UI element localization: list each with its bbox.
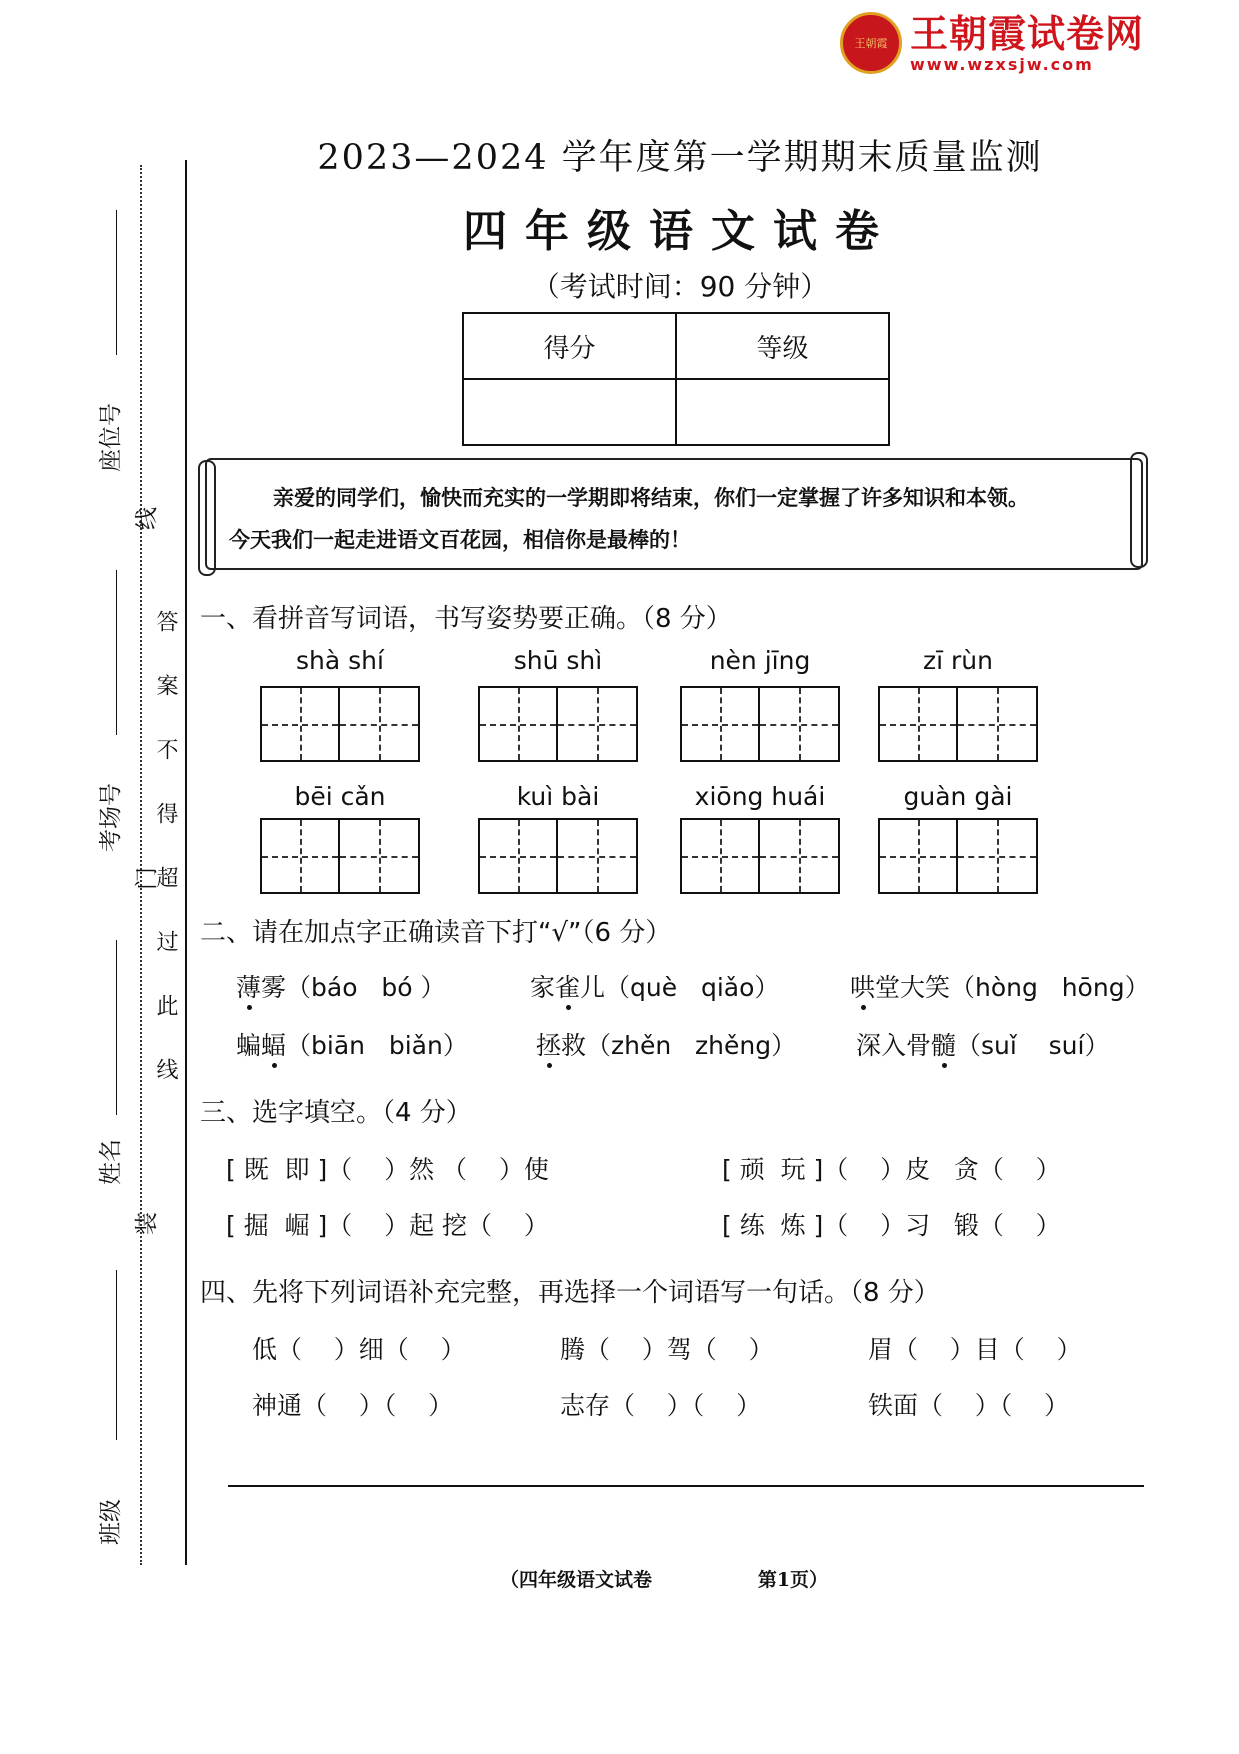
pinyin-8: guàn gài xyxy=(903,782,1013,811)
score-table xyxy=(462,312,890,446)
writing-grid-8[interactable] xyxy=(878,818,1038,894)
q3-row1-left[interactable]: [ 既 即 ]（ ）然 （ ）使 xyxy=(226,1155,549,1184)
grade-input-cell[interactable] xyxy=(676,379,889,445)
sentence-answer-line[interactable] xyxy=(228,1485,1144,1487)
q4-row1-item3[interactable]: 眉（ ）目（ ） xyxy=(868,1335,1082,1364)
banner-line-2: 今天我们一起走进语文百花园，相信你是最棒的！ xyxy=(229,527,691,552)
writing-grid-6[interactable] xyxy=(478,818,638,894)
name-label: 姓名 xyxy=(98,1139,124,1185)
binding-char-line: 线 xyxy=(134,507,160,530)
q2-item-5[interactable]: 拯救（zhěn zhěng） xyxy=(536,1031,797,1060)
q4-row2-item2[interactable]: 志存（ ）（ ） xyxy=(560,1391,762,1420)
class-blank-line xyxy=(116,1270,117,1440)
exam-subject: 四年级语文试卷 xyxy=(463,206,897,257)
room-blank-line xyxy=(116,570,117,735)
page-footer: （四年级语文试卷 第1页） xyxy=(500,1569,829,1591)
binding-char-pack: 装 xyxy=(134,1212,160,1235)
pinyin-4: zī rùn xyxy=(923,646,993,675)
greeting-banner xyxy=(205,458,1143,570)
q2-item-1[interactable]: 薄雾（báo bó ） xyxy=(236,973,446,1002)
margin-border-line xyxy=(185,160,187,1565)
q4-row2-item1[interactable]: 神通（ ）（ ） xyxy=(252,1391,454,1420)
logo-url: www.wzxsjw.com xyxy=(910,54,1094,74)
q2-item-4[interactable]: 蝙蝠（biān biǎn） xyxy=(236,1031,468,1060)
q3-title: 三、选字填空。（4 分） xyxy=(200,1098,472,1128)
pinyin-3: nèn jīng xyxy=(709,646,811,675)
class-label: 班级 xyxy=(98,1499,124,1545)
q2-title: 二、请在加点字正确读音下打“√”（6 分） xyxy=(200,918,672,948)
q4-row1-item2[interactable]: 腾（ ）驾（ ） xyxy=(560,1335,774,1364)
pinyin-7: xiōng huái xyxy=(694,782,826,811)
writing-grid-4[interactable] xyxy=(878,686,1038,762)
pinyin-1: shà shí xyxy=(296,646,384,675)
q2-item-2[interactable]: 家雀儿（què qiǎo） xyxy=(530,973,780,1002)
writing-grid-7[interactable] xyxy=(680,818,840,894)
writing-grid-2[interactable] xyxy=(478,686,638,762)
q4-title: 四、先将下列词语补充完整，再选择一个词语写一句话。（8 分） xyxy=(200,1278,940,1308)
q1-title: 一、看拼音写词语，书写姿势要正确。（8 分） xyxy=(200,604,732,634)
room-label: 考场号 xyxy=(98,783,124,852)
dotted-cut-line xyxy=(140,165,142,1565)
writing-grid-3[interactable] xyxy=(680,686,840,762)
banner-line-1: 亲爱的同学们，愉快而充实的一学期即将结束，你们一定掌握了许多知识和本领。 xyxy=(273,485,1029,510)
exam-title: 2023—2024 学年度第一学期期末质量监测 xyxy=(317,138,1043,178)
binding-warning: 答案不得超过此线 xyxy=(153,610,178,1122)
logo-brand: 王朝霞试卷网 xyxy=(910,11,1145,56)
pinyin-2: shū shì xyxy=(513,646,603,675)
pinyin-6: kuì bài xyxy=(516,782,600,811)
score-input-cell[interactable] xyxy=(463,379,676,445)
q3-row2-left[interactable]: [ 掘 崛 ]（ ）起 挖（ ） xyxy=(226,1211,549,1240)
q3-row1-right[interactable]: [ 顽 玩 ]（ ）皮 贪（ ） xyxy=(722,1155,1061,1184)
binding-char-door: 门 xyxy=(134,867,160,890)
q4-row2-item3[interactable]: 铁面（ ）（ ） xyxy=(868,1391,1070,1420)
name-blank-line xyxy=(116,940,117,1115)
site-logo xyxy=(840,10,1180,76)
seat-label: 座位号 xyxy=(98,403,124,472)
grade-header: 等级 xyxy=(676,313,889,379)
pinyin-5: bēi cǎn xyxy=(294,782,386,811)
writing-grid-1[interactable] xyxy=(260,686,420,762)
seal-icon: 王朝霞 xyxy=(840,12,902,74)
q2-item-3[interactable]: 哄堂大笑（hòng hōng） xyxy=(850,973,1150,1002)
q4-row1-item1[interactable]: 低（ ）细（ ） xyxy=(252,1335,466,1364)
score-header: 得分 xyxy=(463,313,676,379)
writing-grid-5[interactable] xyxy=(260,818,420,894)
exam-time: （考试时间：90 分钟） xyxy=(531,270,829,303)
seat-blank-line xyxy=(116,210,117,355)
q3-row2-right[interactable]: [ 练 炼 ]（ ）习 锻（ ） xyxy=(722,1211,1061,1240)
q2-item-6[interactable]: 深入骨髓（suǐ suí） xyxy=(856,1031,1110,1060)
